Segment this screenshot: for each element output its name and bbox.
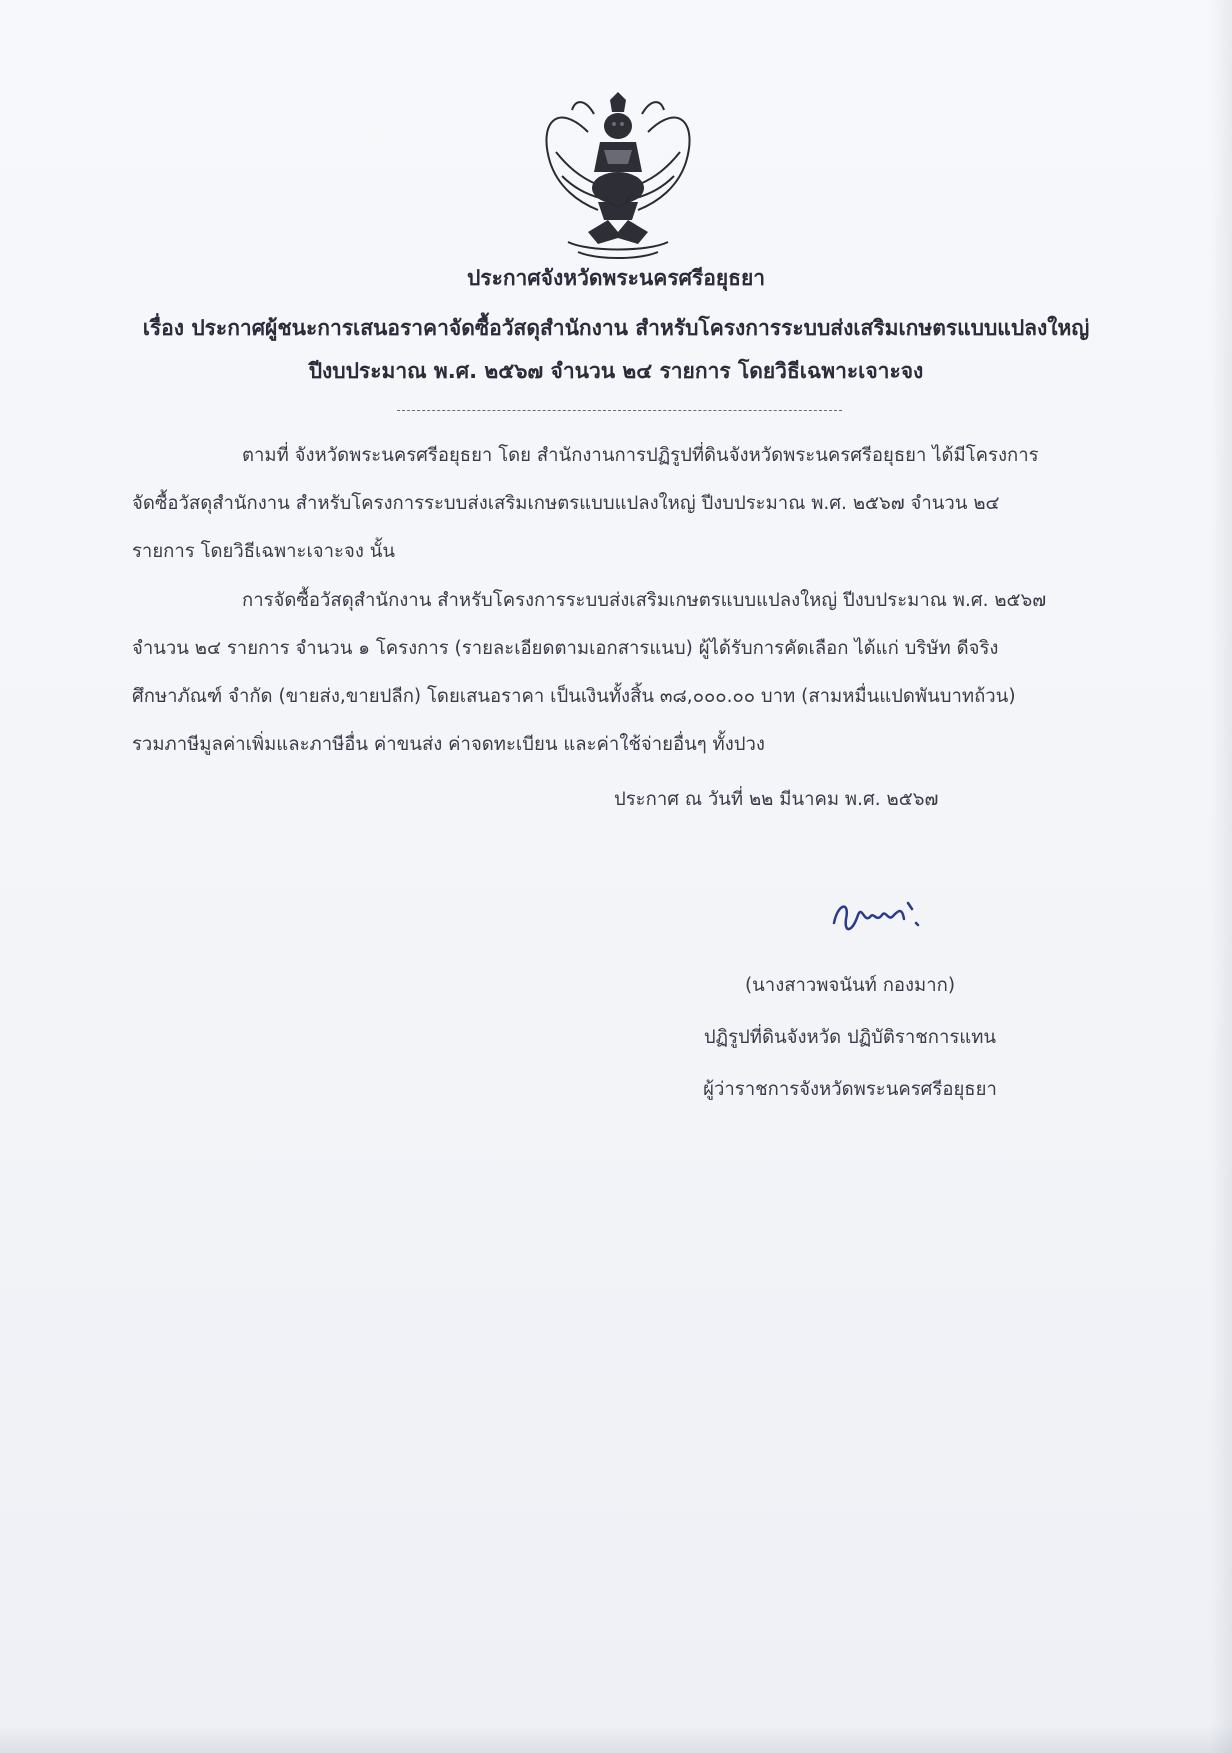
- paragraph-line: การจัดซื้อวัสดุสำนักงาน สำหรับโครงการระบบส่งเสริมเกษตรแบบแปลงใหญ่ ปีงบประมาณ พ.ศ. ๒๕๖๗: [242, 590, 1047, 611]
- paragraph-line: ตามที่ จังหวัดพระนครศรีอยุธยา โดย สำนักงานการปฏิรูปที่ดินจังหวัดพระนครศรีอยุธยา ได้มีโครงการ: [242, 445, 1039, 466]
- page-edge-shadow-bottom: [0, 1725, 1232, 1753]
- announcement-subject-detail: ปีงบประมาณ พ.ศ. ๒๕๖๗ จำนวน ๒๔ รายการ โดยวิธีเฉพาะเจาะจง: [308, 359, 924, 383]
- paragraph-line: จัดซื้อวัสดุสำนักงาน สำหรับโครงการระบบส่งเสริมเกษตรแบบแปลงใหญ่ ปีงบประมาณ พ.ศ. ๒๕๖๗ จำนวน ๒๔: [132, 493, 1000, 514]
- paragraph-award: [132, 577, 1092, 769]
- signature-icon: [828, 893, 948, 943]
- announcement-date: ประกาศ ณ วันที่ ๒๒ มีนาคม พ.ศ. ๒๕๖๗: [614, 789, 939, 810]
- signer-position: ปฏิรูปที่ดินจังหวัด ปฏิบัติราชการแทน: [703, 1027, 997, 1048]
- announcement-subject: เรื่อง ประกาศผู้ชนะการเสนอราคาจัดซื้อวัสดุสำนักงาน สำหรับโครงการระบบส่งเสริมเกษตรแบบแปลงใหญ่: [142, 316, 1090, 340]
- announcement-title: ประกาศจังหวัดพระนครศรีอยุธยา: [466, 266, 766, 290]
- signer-name: (นางสาวพจนันท์ กองมาก): [744, 975, 956, 996]
- signature-block: [600, 960, 1100, 1116]
- paragraph-line: รายการ โดยวิธีเฉพาะเจาะจง นั้น: [132, 541, 396, 562]
- signer-position-2: ผู้ว่าราชการจังหวัดพระนครศรีอยุธยา: [703, 1079, 997, 1100]
- paragraph-line: รวมภาษีมูลค่าเพิ่มและภาษีอื่น ค่าขนส่ง ค่าจดทะเบียน และค่าใช้จ่ายอื่นๆ ทั้งปวง: [132, 734, 765, 755]
- page-edge-shadow: [1210, 0, 1232, 1753]
- header-divider: [397, 410, 842, 411]
- paragraph-background: [132, 432, 1092, 576]
- garuda-emblem-icon: [528, 92, 708, 267]
- paragraph-line: จำนวน ๒๔ รายการ จำนวน ๑ โครงการ (รายละเอียดตามเอกสารแนบ) ผู้ได้รับการคัดเลือก ได้แก่ บริษัท ดีจริง: [132, 638, 999, 659]
- paragraph-line: ศึกษาภัณฑ์ จำกัด (ขายส่ง,ขายปลีก) โดยเสนอราคา เป็นเงินทั้งสิ้น ๓๘,๐๐๐.๐๐ บาท (สามหมื่นแปดพันบาทถ้วน): [132, 686, 1016, 707]
